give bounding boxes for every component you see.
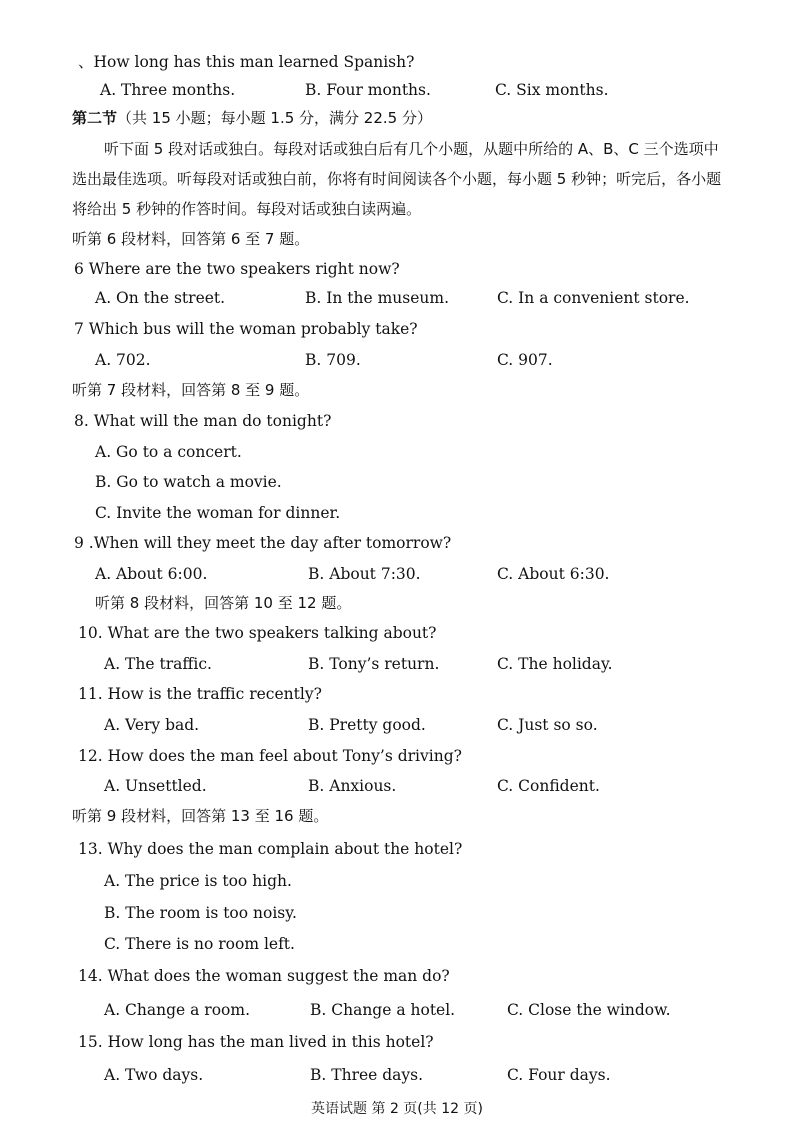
question-14-stem: 14. What does the woman suggest the man do? — [78, 967, 450, 985]
question-12-option-c: C. Confident. — [497, 777, 600, 795]
question-6-option-b: B. In the museum. — [305, 289, 450, 307]
question-15-option-b: B. Three days. — [310, 1066, 424, 1084]
question-13-option-a: A. The price is too high. — [104, 872, 292, 890]
question-7-option-b: B. 709. — [305, 351, 361, 369]
question-12-option-b: B. Anxious. — [308, 777, 397, 795]
question-9-option-a: A. About 6:00. — [95, 565, 208, 583]
section-2-title: 第二节 — [72, 109, 118, 127]
question-12-stem: 12. How does the man feel about Tony’s driving? — [78, 747, 462, 765]
question-12-option-a: A. Unsettled. — [104, 777, 207, 795]
question-11-option-c: C. Just so so. — [497, 716, 598, 734]
question-15-stem: 15. How long has the man lived in this hotel? — [78, 1033, 434, 1051]
material-7-heading: 听第 7 段材料，回答第 8 至 9 题。 — [72, 381, 310, 399]
question-10-option-c: C. The holiday. — [497, 655, 613, 673]
question-11-stem: 11. How is the traffic recently? — [78, 685, 322, 703]
question-15-option-a: A. Two days. — [104, 1066, 204, 1084]
question-6-option-a: A. On the street. — [95, 289, 226, 307]
question-11-option-a: A. Very bad. — [104, 716, 200, 734]
question-11-option-b: B. Pretty good. — [308, 716, 426, 734]
question-10-option-b: B. Tony’s return. — [308, 655, 440, 673]
question-9-option-c: C. About 6:30. — [497, 565, 610, 583]
question-14-option-b: B. Change a hotel. — [310, 1001, 456, 1019]
question-10-stem: 10. What are the two speakers talking about? — [78, 624, 437, 642]
question-8-option-c: C. Invite the woman for dinner. — [95, 504, 341, 522]
page-footer: 英语试题 第 2 页(共 12 页) — [311, 1101, 483, 1117]
question-5-option-c: C. Six months. — [495, 81, 609, 99]
question-14-option-c: C. Close the window. — [507, 1001, 671, 1019]
question-6-option-c: C. In a convenient store. — [497, 289, 690, 307]
question-7-stem: 7 Which bus will the woman probably take? — [74, 320, 418, 338]
question-7-option-a: A. 702. — [95, 351, 151, 369]
material-6-heading: 听第 6 段材料，回答第 6 至 7 题。 — [72, 230, 310, 248]
section-2-instruction-line-2: 选出最佳选项。听每段对话或独白前，你将有时间阅读各个小题，每小题 5 秒钟；听完后，各小题 — [72, 170, 722, 188]
material-8-heading: 听第 8 段材料，回答第 10 至 12 题。 — [95, 594, 352, 612]
question-5-option-b: B. Four months. — [305, 81, 431, 99]
question-6-stem: 6 Where are the two speakers right now? — [74, 260, 400, 278]
question-5-option-a: A. Three months. — [100, 81, 236, 99]
question-13-option-c: C. There is no room left. — [104, 935, 295, 953]
question-9-option-b: B. About 7:30. — [308, 565, 421, 583]
question-13-stem: 13. Why does the man complain about the hotel? — [78, 840, 463, 858]
question-9-stem: 9 .When will they meet the day after tomorrow? — [74, 534, 452, 552]
section-2-header — [72, 108, 432, 128]
question-8-option-b: B. Go to watch a movie. — [95, 473, 282, 491]
question-14-option-a: A. Change a room. — [104, 1001, 251, 1019]
question-5-stem: 、How long has this man learned Spanish? — [78, 53, 415, 71]
question-15-option-c: C. Four days. — [507, 1066, 611, 1084]
section-2-instruction-line-1: 听下面 5 段对话或独白。每段对话或独白后有几个小题，从题中所给的 A、B、C 三个选项中 — [104, 140, 719, 158]
question-8-option-a: A. Go to a concert. — [95, 443, 242, 461]
section-2-instruction-line-3: 将给出 5 秒钟的作答时间。每段对话或独白读两遍。 — [72, 200, 422, 218]
section-2-score: （共 15 小题；每小题 1.5 分，满分 22.5 分） — [117, 109, 432, 127]
question-7-option-c: C. 907. — [497, 351, 553, 369]
question-10-option-a: A. The traffic. — [104, 655, 212, 673]
question-13-option-b: B. The room is too noisy. — [104, 904, 297, 922]
material-9-heading: 听第 9 段材料，回答第 13 至 16 题。 — [72, 807, 329, 825]
question-8-stem: 8. What will the man do tonight? — [74, 412, 332, 430]
